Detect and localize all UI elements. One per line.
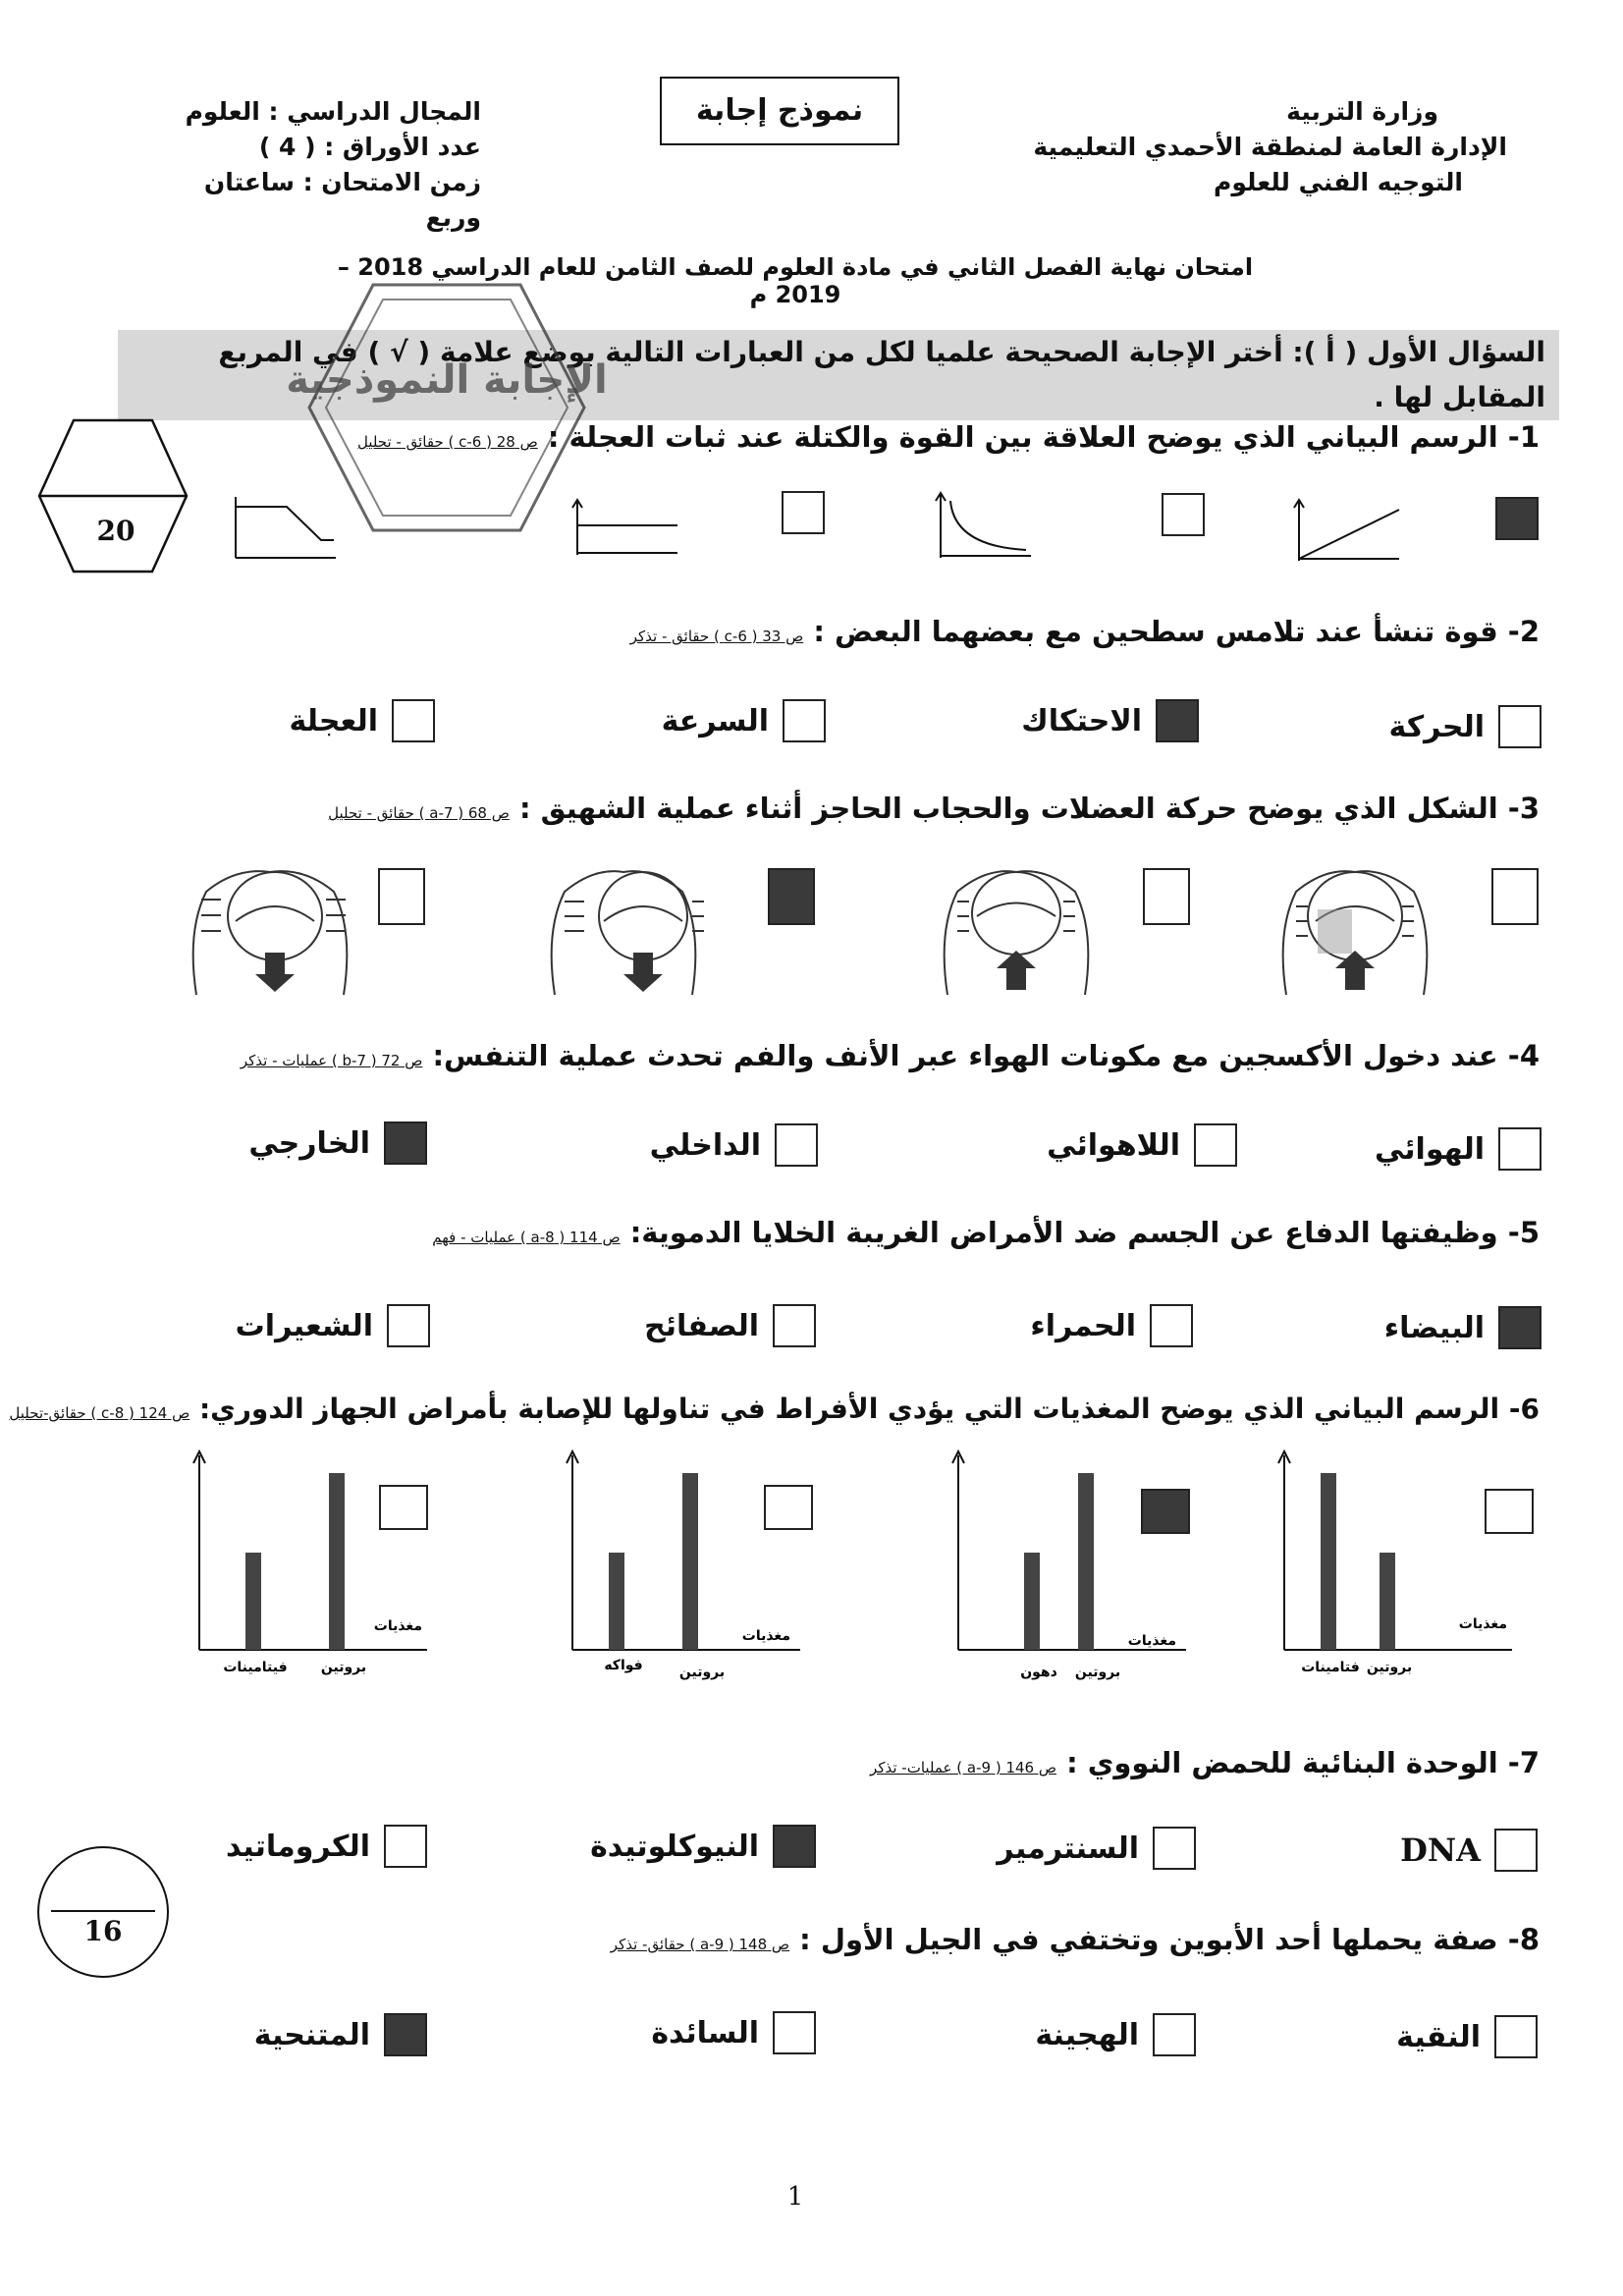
q6-chart-1-cat-1: فتامينات bbox=[1301, 1660, 1360, 1675]
q6-chart-4-axis-label: مغذيات bbox=[373, 1618, 422, 1634]
q6-chart-1-bar-1 bbox=[1321, 1473, 1336, 1650]
question-1: 1- الرسم البياني الذي يوضح العلاقة بين القوة والكتلة عند ثبات العجلة : ص 28 ( 6-c ) حقائق - تحليل bbox=[356, 420, 1540, 454]
q2-option-1-checkbox[interactable] bbox=[1498, 705, 1542, 748]
q3-option-4-checkbox[interactable] bbox=[378, 868, 425, 925]
stamp-text: الإجابة النموذجية bbox=[286, 357, 608, 403]
q6-chart-3-cat-2: فواكه bbox=[604, 1658, 643, 1673]
q6-chart-2 bbox=[941, 1444, 1206, 1689]
q1-option-2-checkbox[interactable] bbox=[1162, 493, 1205, 536]
q6-chart-1 bbox=[1267, 1444, 1532, 1689]
q4-option-4-checkbox[interactable] bbox=[384, 1121, 427, 1165]
q5-option-4-checkbox[interactable] bbox=[387, 1304, 430, 1347]
question-8: 8- صفة يحملها أحد الأبوين وتختفي في الجيل الأول : ص 148 ( 9-a ) حقائق- تذكر bbox=[610, 1923, 1540, 1956]
q5-option-1[interactable]: البيضاء bbox=[1384, 1306, 1542, 1349]
answer-stamp bbox=[286, 275, 608, 540]
question-5-ref: ص 114 ( 8-a ) عمليات - فهم bbox=[432, 1229, 621, 1246]
score-circle bbox=[37, 1846, 169, 1978]
q8-option-1[interactable]: النقية bbox=[1396, 2015, 1538, 2058]
sheets-line: عدد الأوراق : ( 4 ) bbox=[258, 133, 481, 161]
q1-option-1-checkbox[interactable] bbox=[1495, 497, 1539, 540]
q5-option-2[interactable]: الحمراء bbox=[1030, 1304, 1193, 1347]
q6-chart-2-axis-label: مغذيات bbox=[1127, 1633, 1176, 1649]
q4-option-1[interactable]: الهوائي bbox=[1375, 1127, 1542, 1171]
q6-chart-4-bar-2 bbox=[245, 1553, 261, 1650]
q7-option-4-checkbox[interactable] bbox=[384, 1825, 427, 1868]
q3-option-3-checkbox[interactable] bbox=[768, 868, 815, 925]
q4-option-3[interactable]: الداخلي bbox=[650, 1123, 818, 1167]
q2-option-2[interactable]: الاحتكاك bbox=[1021, 699, 1199, 742]
question-1-ref: ص 28 ( 6-c ) حقائق - تحليل bbox=[356, 433, 538, 451]
question-6: 6- الرسم البياني الذي يوضح المغذيات التي يؤدي الأفراط في تناولها للإصابة بأمراض الجهاز الدوري: ص 124 ( 8-c ) حقائق-تحليل bbox=[9, 1393, 1540, 1425]
q6-chart-1-bar-2 bbox=[1380, 1553, 1395, 1650]
score-bottom: 16 bbox=[83, 1915, 123, 1947]
q7-option-2[interactable]: السنترمير bbox=[997, 1827, 1196, 1870]
q5-option-1-checkbox[interactable] bbox=[1498, 1306, 1542, 1349]
q8-option-3-checkbox[interactable] bbox=[773, 2011, 816, 2054]
q2-option-4-checkbox[interactable] bbox=[392, 699, 435, 742]
q2-option-1[interactable]: الحركة bbox=[1389, 705, 1542, 748]
q6-chart-1-cat-2: بروتين bbox=[1366, 1660, 1413, 1675]
q6-chart-2-bar-2 bbox=[1024, 1553, 1040, 1650]
q7-option-3[interactable]: النيوكلوتيدة bbox=[590, 1825, 816, 1868]
q7-option-4[interactable]: الكروماتيد bbox=[226, 1825, 427, 1868]
question-2-ref: ص 33 ( 6-c ) حقائق - تذكر bbox=[629, 628, 804, 645]
q6-chart-4-cat-2: فيتامينات bbox=[223, 1660, 288, 1675]
supervision-name: التوجيه الفني للعلوم bbox=[1214, 168, 1463, 196]
q6-chart-3 bbox=[555, 1444, 820, 1689]
q2-option-3-checkbox[interactable] bbox=[783, 699, 826, 742]
q5-option-3-checkbox[interactable] bbox=[773, 1304, 816, 1347]
header-ministry-block bbox=[997, 94, 1507, 200]
q7-option-1-checkbox[interactable] bbox=[1494, 1829, 1538, 1872]
q7-option-1[interactable]: DNA bbox=[1400, 1829, 1538, 1872]
directorate-name: الإدارة العامة لمنطقة الأحمدي التعليمية bbox=[1033, 133, 1507, 161]
question-8-ref: ص 148 ( 9-a ) حقائق- تذكر bbox=[610, 1936, 790, 1953]
q4-option-3-checkbox[interactable] bbox=[775, 1123, 818, 1167]
answer-model-box: نموذج إجابة bbox=[660, 77, 899, 145]
question-7-ref: ص 146 ( 9-a ) عمليات- تذكر bbox=[870, 1759, 1056, 1777]
q6-chart-2-cat-1: بروتين bbox=[1074, 1665, 1121, 1680]
question-7: 7- الوحدة البنائية للحمض النووي : ص 146 ( 9-a ) عمليات- تذكر bbox=[870, 1746, 1540, 1779]
q8-option-1-checkbox[interactable] bbox=[1494, 2015, 1538, 2058]
q3-figure-3 bbox=[535, 852, 712, 1000]
q2-option-3[interactable]: السرعة bbox=[662, 699, 826, 742]
q8-option-3[interactable]: السائدة bbox=[651, 2011, 816, 2054]
q6-chart-4-cat-1: بروتين bbox=[320, 1660, 367, 1675]
q2-option-4[interactable]: العجلة bbox=[289, 699, 435, 742]
exam-title: امتحان نهاية الفصل الثاني في مادة العلوم للصف الثامن للعام الدراسي 2018 – 2019 م bbox=[337, 253, 1254, 308]
q5-option-2-checkbox[interactable] bbox=[1150, 1304, 1193, 1347]
score-top: 20 bbox=[96, 515, 135, 547]
q4-option-2[interactable]: اللاهوائي bbox=[1047, 1123, 1237, 1167]
q4-option-1-checkbox[interactable] bbox=[1498, 1127, 1542, 1171]
ministry-name: وزارة التربية bbox=[1286, 97, 1438, 126]
q6-chart-4-bar-1 bbox=[329, 1473, 345, 1650]
page-number: 1 bbox=[786, 2182, 804, 2212]
q3-figure-4 bbox=[177, 852, 363, 1000]
question-5: 5- وظيفتها الدفاع عن الجسم ضد الأمراض الغريبة الخلايا الدموية: ص 114 ( 8-a ) عمليات - فهم bbox=[432, 1216, 1540, 1249]
q8-option-4[interactable]: المتنحية bbox=[254, 2013, 427, 2056]
q8-option-2[interactable]: الهجينة bbox=[1035, 2013, 1196, 2056]
question-3-ref: ص 68 ( 7-a ) حقائق - تحليل bbox=[328, 804, 510, 822]
q6-chart-1-axis-label: مغذيات bbox=[1458, 1616, 1507, 1632]
q4-option-4[interactable]: الخارجي bbox=[248, 1121, 427, 1165]
q7-option-2-checkbox[interactable] bbox=[1153, 1827, 1196, 1870]
q6-chart-3-bar-1 bbox=[682, 1473, 698, 1650]
question-4: 4- عند دخول الأكسجين مع مكونات الهواء عبر الأنف والفم تحدث عملية التنفس: ص 72 ( 7-b ) عمليات - تذكر bbox=[240, 1039, 1540, 1072]
q7-option-3-checkbox[interactable] bbox=[773, 1825, 816, 1868]
q3-figure-1 bbox=[1267, 852, 1443, 1000]
q2-option-2-checkbox[interactable] bbox=[1156, 699, 1199, 742]
q6-chart-2-bar-1 bbox=[1078, 1473, 1094, 1650]
q5-option-3[interactable]: الصفائح bbox=[644, 1304, 816, 1347]
q6-chart-3-bar-2 bbox=[609, 1553, 624, 1650]
q5-option-4[interactable]: الشعيرات bbox=[236, 1304, 430, 1347]
q3-option-1-checkbox[interactable] bbox=[1491, 868, 1539, 925]
q3-figure-2 bbox=[928, 852, 1105, 1000]
q1-option-3-checkbox[interactable] bbox=[782, 491, 825, 534]
q6-chart-3-axis-label: مغذيات bbox=[741, 1628, 790, 1644]
q1-graph-increasing bbox=[1291, 496, 1409, 565]
q6-chart-4 bbox=[182, 1444, 447, 1689]
q1-graph-decreasing bbox=[933, 489, 1041, 563]
question-4-ref: ص 72 ( 7-b ) عمليات - تذكر bbox=[240, 1052, 423, 1069]
score-hexagon bbox=[29, 412, 196, 579]
subject-line: المجال الدراسي : العلوم bbox=[185, 97, 481, 126]
q6-chart-3-cat-1: بروتين bbox=[678, 1665, 726, 1680]
duration-line: زمن الامتحان : ساعتان وربع bbox=[203, 168, 481, 232]
q1-graph-constant bbox=[569, 496, 687, 560]
q8-option-4-checkbox[interactable] bbox=[384, 2013, 427, 2056]
q4-option-2-checkbox[interactable] bbox=[1194, 1123, 1237, 1167]
q6-chart-2-cat-2: دهون bbox=[1020, 1665, 1057, 1680]
question-3: 3- الشكل الذي يوضح حركة العضلات والحجاب الحاجز أثناء عملية الشهيق : ص 68 ( 7-a ) حقائق - تحليل bbox=[328, 792, 1540, 825]
header-exam-info bbox=[147, 94, 481, 236]
question-2: 2- قوة تنشأ عند تلامس سطحين مع بعضهما البعض : ص 33 ( 6-c ) حقائق - تذكر bbox=[629, 615, 1540, 648]
q3-option-2-checkbox[interactable] bbox=[1143, 868, 1190, 925]
section-title: السؤال الأول ( أ ): أختر الإجابة الصحيحة علميا لكل من العبارات التالية بوضع علامة ( √ ) في المربع المقابل لها . bbox=[118, 330, 1559, 420]
q8-option-2-checkbox[interactable] bbox=[1153, 2013, 1196, 2056]
q1-graph-plateau-drop bbox=[228, 493, 341, 562]
question-6-ref: ص 124 ( 8-c ) حقائق-تحليل bbox=[9, 1404, 190, 1422]
